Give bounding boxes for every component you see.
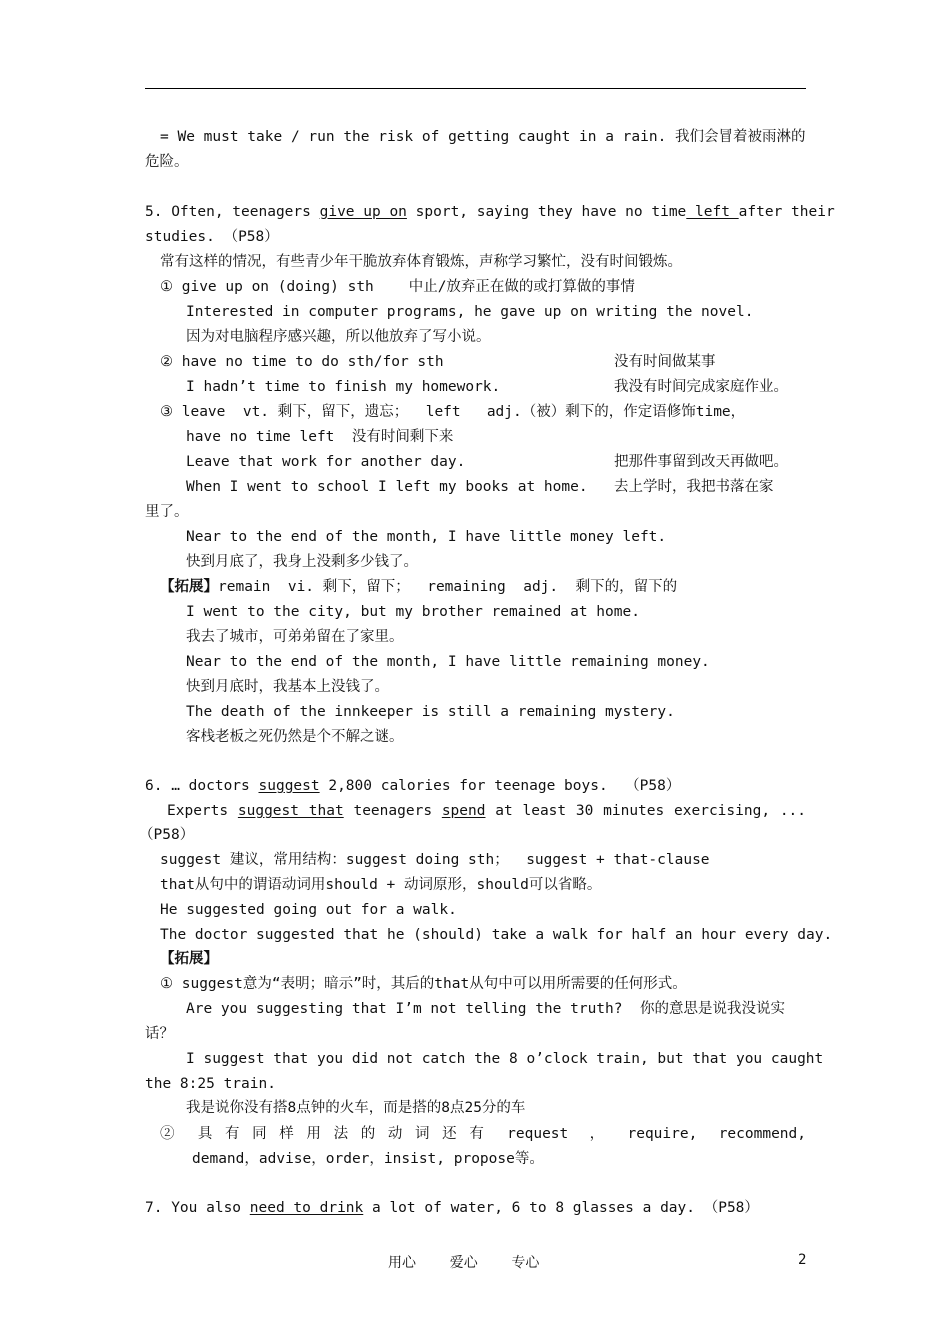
underlined-phrase: give up on <box>319 204 407 220</box>
text-line: ③ leave vt. 剩下，留下，遗忘； left adj.（被）剩下的，作定语修饰time， <box>160 404 746 420</box>
example-sentence: When I went to school I left my books at home. <box>186 479 588 495</box>
example-sentence: Near to the end of the month, I have little money left. <box>186 529 667 545</box>
text: remain vi. 剩下，留下； remaining adj. 剩下的，留下的 <box>218 579 678 595</box>
underlined-phrase: suggest <box>258 778 320 794</box>
translation: 没有时间做某事 <box>614 354 716 370</box>
example-sentence: Are you suggesting that I’m not telling the truth? <box>186 1001 623 1017</box>
text-line: have no time left 没有时间剩下来 <box>186 429 454 445</box>
item-5-heading <box>145 202 835 222</box>
underlined-phrase: left <box>686 204 739 220</box>
extension-label: 【拓展】 <box>160 951 218 967</box>
example-sentence: He suggested going out for a walk. <box>160 902 457 918</box>
example-translation: 快到月底时，我基本上没钱了。 <box>186 679 389 695</box>
example-sentence: I went to the city, but my brother remained at home. <box>186 604 640 620</box>
text-line: = We must take / run the risk of getting caught in a rain. 我们会冒着被雨淋的 <box>160 129 806 145</box>
text-line: demand，advise，order，insist, propose等。 <box>192 1151 544 1167</box>
example-translation: 我去了城市，可弟弟留在了家里。 <box>186 629 404 645</box>
underlined-phrase: need to drink <box>249 1200 364 1216</box>
text: 2,800 calories for teenage boys. （P58） <box>319 778 681 794</box>
page-number: 2 <box>798 1252 807 1268</box>
text-line: the 8:25 train. <box>145 1076 276 1092</box>
footer-slogan: 用心 爱心 专心 <box>388 1255 540 1271</box>
text-line: 话？ <box>145 1026 174 1042</box>
extension-line <box>160 577 677 597</box>
extension-label: 【拓展】 <box>160 579 218 595</box>
example-translation: 快到月底了，我身上没剩多少钱了。 <box>186 554 418 570</box>
header-rule <box>145 88 806 89</box>
text: 5. Often, teenagers <box>145 204 320 220</box>
text-line: ① give up on (doing) sth 中止/放弃正在做的或打算做的事情 <box>160 279 635 295</box>
underlined-phrase: spend <box>441 803 486 819</box>
example-sentence: I hadn’t time to finish my homework. <box>186 379 501 395</box>
text-line: 常有这样的情况，有些青少年干脆放弃体育锻炼，声称学习繁忙，没有时间锻炼。 <box>160 254 682 270</box>
example-sentence: Near to the end of the month, I have little remaining money. <box>186 654 710 670</box>
example-sentence: Leave that work for another day. <box>186 454 466 470</box>
translation: 你的意思是说我没说实 <box>640 1001 785 1017</box>
text-line: ② 具 有 同 样 用 法 的 动 词 还 有 request ， require, recommend, <box>160 1126 806 1142</box>
text-line: that从句中的谓语动词用should + 动词原形，should可以省略。 <box>160 877 602 893</box>
text: at least 30 minutes exercising, ... <box>485 803 807 819</box>
example-translation: 因为对电脑程序感兴趣，所以他放弃了写小说。 <box>186 329 491 345</box>
translation: 把那件事留到改天再做吧。 <box>614 454 788 470</box>
example-sentence: Interested in computer programs, he gave up on writing the novel. <box>186 304 754 320</box>
underlined-phrase: suggest that <box>237 803 344 819</box>
translation: 我没有时间完成家庭作业。 <box>614 379 788 395</box>
example-sentence: The death of the innkeeper is still a remaining mystery. <box>186 704 675 720</box>
text-line: studies. （P58） <box>145 229 279 245</box>
text: Experts <box>167 803 238 819</box>
text: after their <box>738 204 835 220</box>
text: a lot of water, 6 to 8 glasses a day. （P58） <box>363 1200 759 1216</box>
text-line: 里了。 <box>145 504 189 520</box>
example-sentence: The doctor suggested that he (should) take a walk for half an hour every day. <box>160 927 833 943</box>
text-line <box>145 801 806 821</box>
text: teenagers <box>343 803 442 819</box>
item-7-heading <box>145 1198 759 1218</box>
item-6-heading <box>145 776 680 796</box>
text-line: ① suggest意为“表明；暗示”时，其后的that从句中可以用所需要的任何形式。 <box>160 976 687 992</box>
text: 7. You also <box>145 1200 250 1216</box>
text-line: （P58） <box>139 827 195 843</box>
text-line: 危险。 <box>145 154 189 170</box>
example-sentence: I suggest that you did not catch the 8 o’clock train, but that you caught <box>186 1051 824 1067</box>
text: 6. … doctors <box>145 778 259 794</box>
translation: 去上学时，我把书落在家 <box>614 479 774 495</box>
text-line: ② have no time to do sth/for sth <box>160 354 444 370</box>
example-translation: 我是说你没有搭8点钟的火车，而是搭的8点25分的车 <box>186 1100 526 1116</box>
text-line: suggest 建议，常用结构：suggest doing sth； suggest + that-clause <box>160 852 710 868</box>
text: sport, saying they have no time <box>406 204 687 220</box>
example-translation: 客栈老板之死仍然是个不解之谜。 <box>186 729 404 745</box>
